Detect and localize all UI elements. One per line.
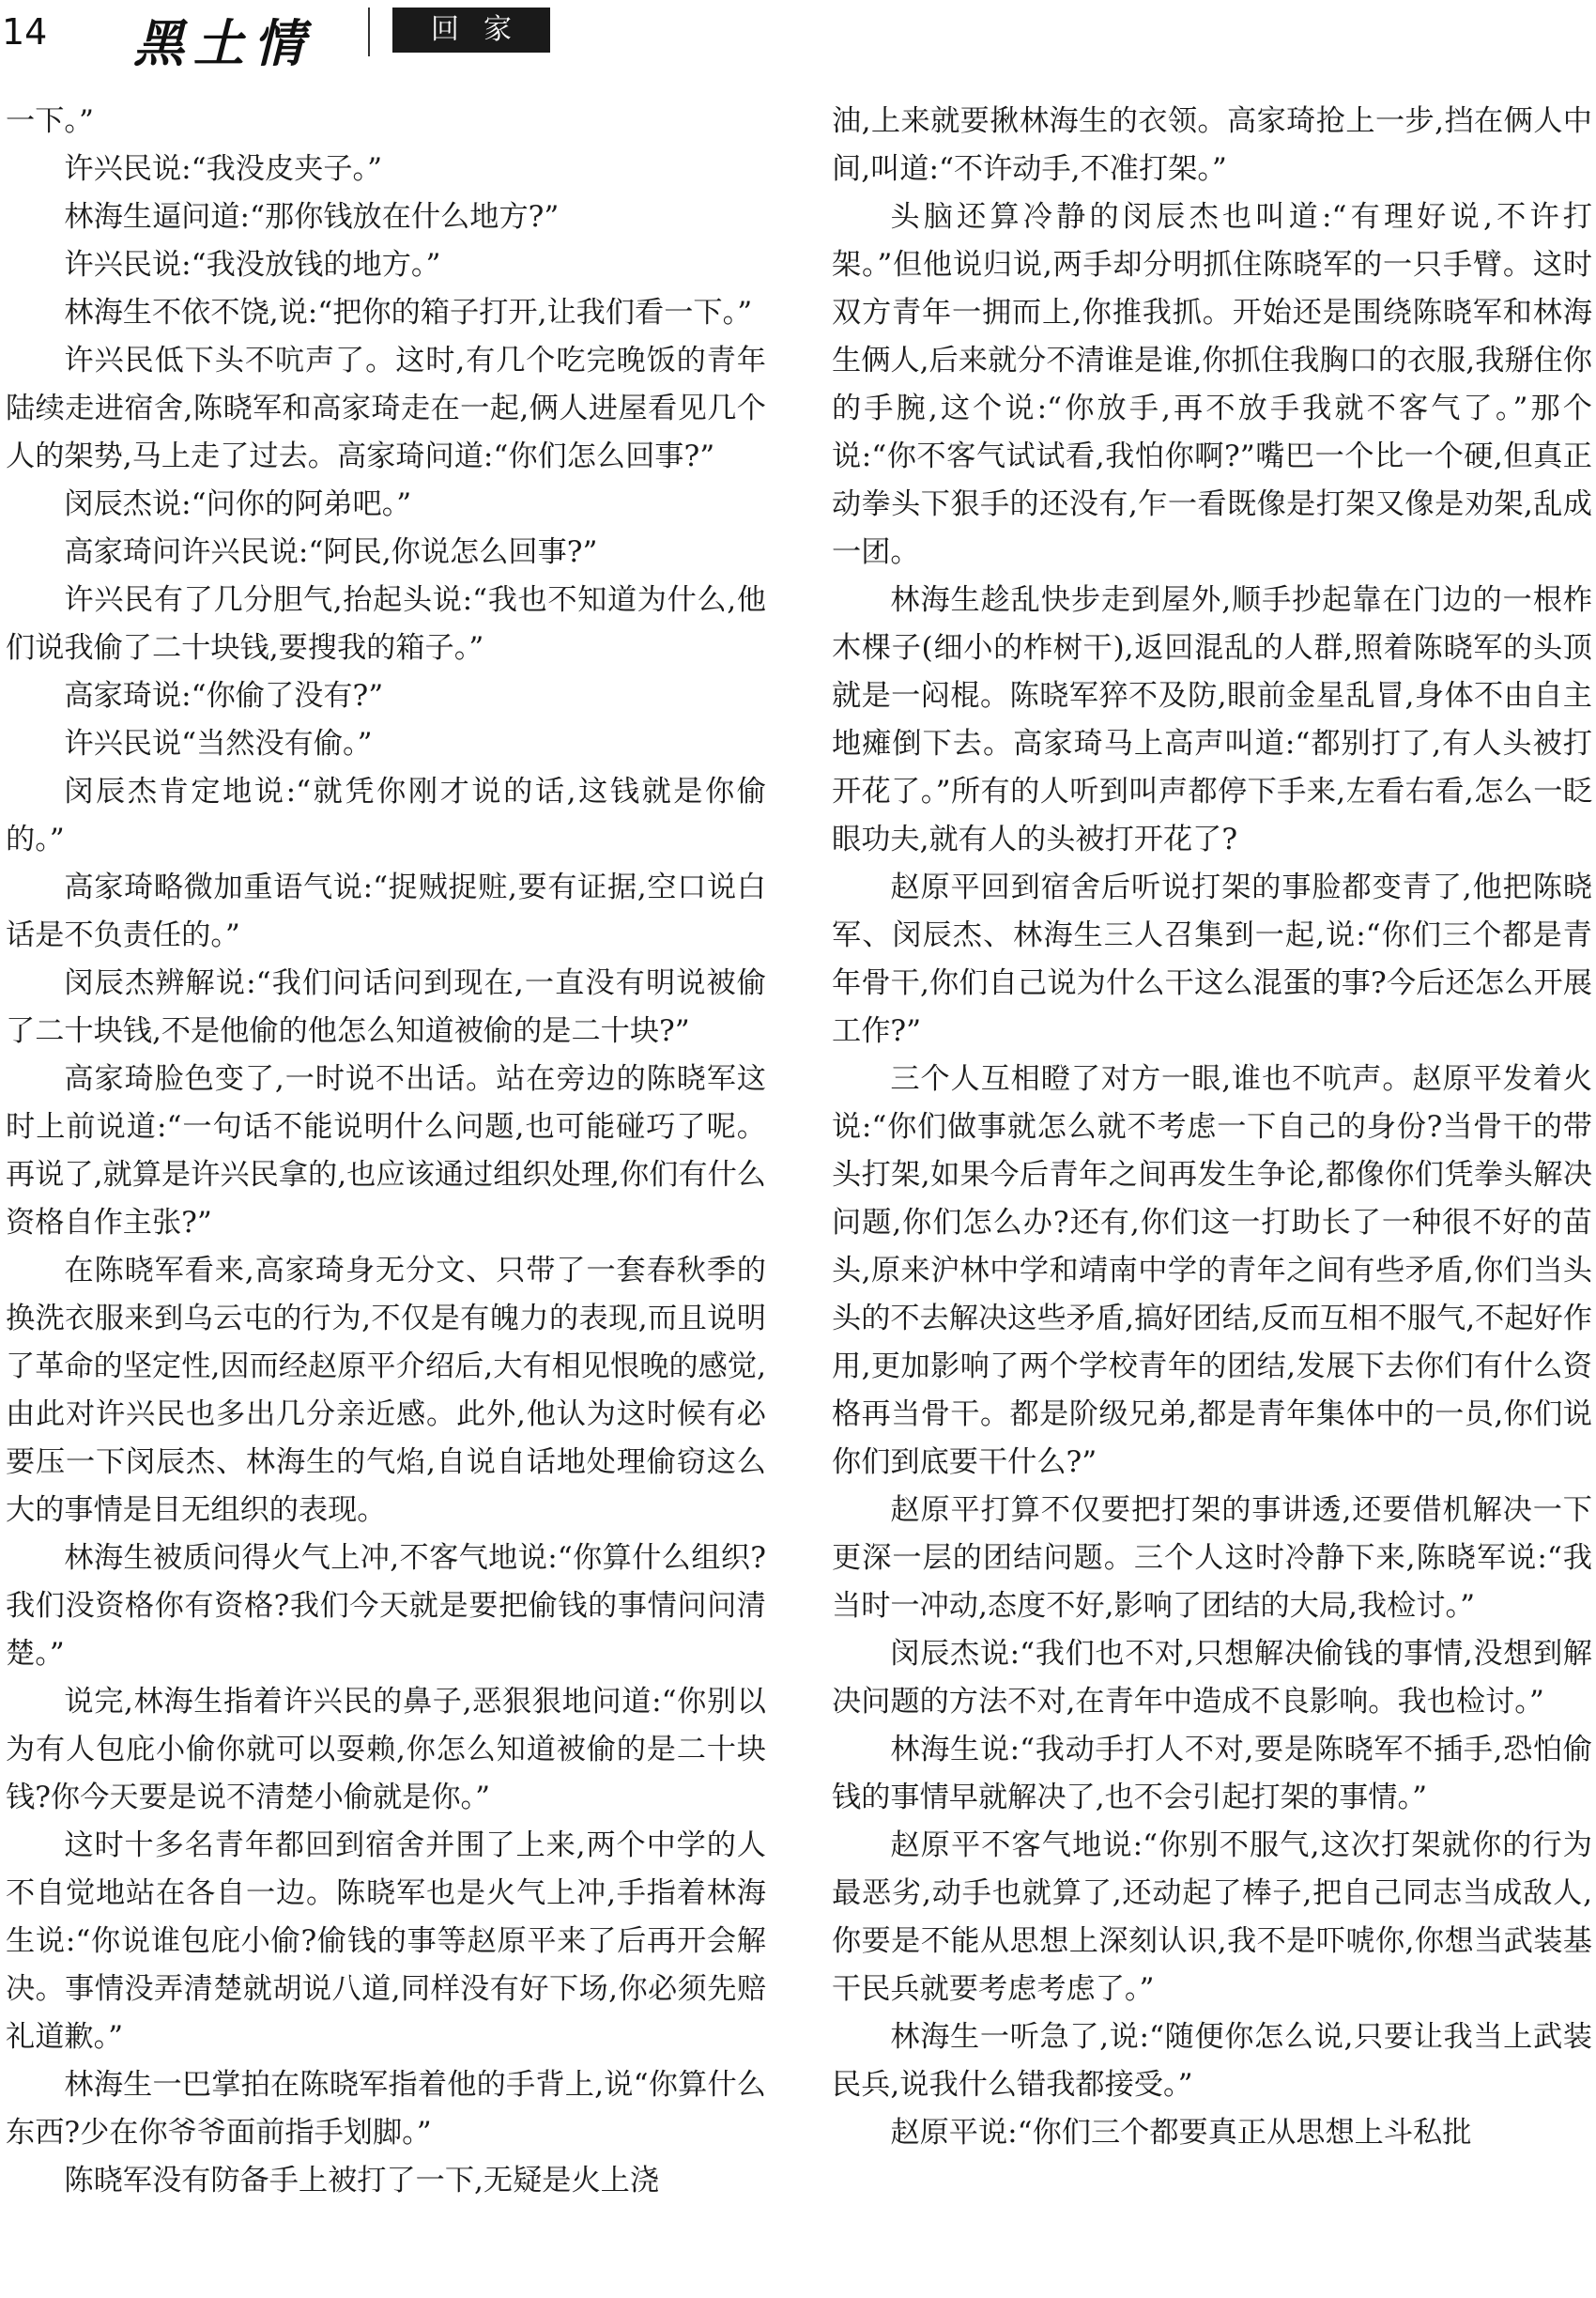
paragraph: 高家琦说:“你偷了没有?” (64, 679, 384, 713)
paragraph: 赵原平回到宿舍后听说打架的事脸都变青了,他把陈晓军、闵辰杰、林海生三人召集到一起,说:“你们三个都是青年骨干,你们自己说为什么干这么混蛋的事?今后还怎么开展工作?” (832, 871, 1592, 1048)
paragraph: 头脑还算冷静的闵辰杰也叫道:“有理好说,不许打架。”但他说归说,两手却分明抓住陈晓军的一只手臂。这时双方青年一拥而上,你推我抓。开始还是围绕陈晓军和林海生俩人,后来就分不清谁是谁,你抓住我胸口的衣服,我掰住你的手腕,这个说:“你放手,再不放手我就不客气了。”那个说:“你不客气试试看,我怕你啊?”嘴巴一个比一个硬,但真正动拳头下狠手的还没有,乍一看既像是打架又像是劝架,乱成一团。 (832, 200, 1592, 569)
paragraph: 高家琦略微加重语气说:“捉贼捉赃,要有证据,空口说白话是不负责任的。” (6, 871, 766, 952)
paragraph: 赵原平说:“你们三个都要真正从思想上斗私批 (890, 2116, 1472, 2150)
magazine-title: 黑土情 (133, 13, 314, 73)
paragraph: 赵原平不客气地说:“你别不服气,这次打架就你的行为最恶劣,动手也就算了,还动起了棒子,把自己同志当成敌人,你要是不能从思想上深刻认识,我不是吓唬你,你想当武装基干民兵就要考虑考虑了。” (832, 1828, 1592, 2006)
paragraph: 高家琦脸色变了,一时说不出话。站在旁边的陈晓军这时上前说道:“一句话不能说明什么问题,也可能碰巧了呢。再说了,就算是许兴民拿的,也应该通过组织处理,你们有什么资格自作主张?” (6, 1062, 766, 1240)
paragraph: 在陈晓军看来,高家琦身无分文、只带了一套春秋季的换洗衣服来到乌云屯的行为,不仅是有魄力的表现,而且说明了革命的坚定性,因而经赵原平介绍后,大有相见恨晚的感觉,由此对许兴民也多出几分亲近感。此外,他认为这时候有必要压一下闵辰杰、林海生的气焰,自说自话地处理偷窃这么大的事情是目无组织的表现。 (6, 1254, 766, 1527)
paragraph: 闵辰杰辨解说:“我们问话问到现在,一直没有明说被偷了二十块钱,不是他偷的他怎么知道被偷的是二十块?” (6, 966, 766, 1048)
left-text-column (6, 98, 766, 2205)
paragraph: 林海生说:“我动手打人不对,要是陈晓军不插手,恐怕偷钱的事情早就解决了,也不会引起打架的事情。” (832, 1733, 1592, 1814)
paragraph: 闵辰杰说:“问你的阿弟吧。” (64, 487, 412, 521)
paragraph: 许兴民有了几分胆气,抬起头说:“我也不知道为什么,他们说我偷了二十块钱,要搜我的箱子。” (6, 583, 766, 665)
paragraph: 林海生不依不饶,说:“把你的箱子打开,让我们看一下。” (64, 296, 753, 330)
paragraph: 一下。” (6, 104, 94, 138)
paragraph: 高家琦问许兴民说:“阿民,你说怎么回事?” (64, 535, 598, 569)
paragraph: 陈晓军没有防备手上被打了一下,无疑是火上浇 (64, 2164, 660, 2198)
header-divider (368, 8, 370, 56)
paragraph: 林海生逼问道:“那你钱放在什么地方?” (64, 200, 560, 234)
paragraph: 说完,林海生指着许兴民的鼻子,恶狠狠地问道:“你别以为有人包庇小偷你就可以耍赖,你怎么知道被偷的是二十块钱?你今天要是说不清楚小偷就是你。” (6, 1685, 766, 1814)
paragraph: 赵原平打算不仅要把打架的事讲透,还要借机解决一下更深一层的团结问题。三个人这时冷静下来,陈晓军说:“我当时一冲动,态度不好,影响了团结的大局,我检讨。” (832, 1493, 1592, 1623)
paragraph: 闵辰杰说:“我们也不对,只想解决偷钱的事情,没想到解决问题的方法不对,在青年中造成不良影响。我也检讨。” (832, 1637, 1592, 1719)
paragraph: 林海生趁乱快步走到屋外,顺手抄起靠在门边的一根柞木棵子(细小的柞树干),返回混乱的人群,照着陈晓军的头顶就是一闷棍。陈晓军猝不及防,眼前金星乱冒,身体不由自主地瘫倒下去。高家琦马上高声叫道:“都别打了,有人头被打开花了。”所有的人听到叫声都停下手来,左看右看,怎么一眨眼功夫,就有人的头被打开花了? (832, 583, 1593, 856)
paragraph: 林海生一巴掌拍在陈晓军指着他的手背上,说“你算什么东西?少在你爷爷面前指手划脚。” (6, 2068, 766, 2150)
paragraph: 林海生被质问得火气上冲,不客气地说:“你算什么组织?我们没资格你有资格?我们今天就是要把偷钱的事情问问清楚。” (6, 1541, 766, 1671)
paragraph: 许兴民说:“我没皮夹子。” (64, 152, 383, 186)
paragraph: 三个人互相瞪了对方一眼,谁也不吭声。赵原平发着火说:“你们做事就怎么就不考虑一下自己的身份?当骨干的带头打架,如果今后青年之间再发生争论,都像你们凭拳头解决问题,你们怎么办?还有,你们这一打助长了一种很不好的苗头,原来沪林中学和靖南中学的青年之间有些矛盾,你们当头头的不去解决这些矛盾,搞好团结,反而互相不服气,不起好作用,更加影响了两个学校青年的团结,发展下去你们有什么资格再当骨干。都是阶级兄弟,都是青年集体中的一员,你们说你们到底要干什么?” (832, 1062, 1592, 1479)
paragraph: 许兴民说“当然没有偷。” (64, 727, 373, 761)
paragraph: 许兴民说:“我没放钱的地方。” (64, 248, 441, 282)
right-text-column (832, 98, 1592, 2157)
paragraph: 许兴民低下头不吭声了。这时,有几个吃完晚饭的青年陆续走进宿舍,陈晓军和高家琦走在一起,俩人进屋看见几个人的架势,马上走了过去。高家琦问道:“你们怎么回事?” (6, 344, 766, 473)
page-header (0, 0, 1596, 73)
paragraph: 林海生一听急了,说:“随便你怎么说,只要让我当上武装民兵,说我什么错我都接受。” (832, 2020, 1592, 2102)
paragraph: 油,上来就要揪林海生的衣领。高家琦抢上一步,挡在俩人中间,叫道:“不许动手,不准打架。” (832, 104, 1592, 186)
paragraph: 这时十多名青年都回到宿舍并围了上来,两个中学的人不自觉地站在各自一边。陈晓军也是火气上冲,手指着林海生说:“你说谁包庇小偷?偷钱的事等赵原平来了后再开会解决。事情没弄清楚就胡说八道,同样没有好下场,你必须先赔礼道歉。” (6, 1828, 766, 2054)
paragraph: 闵辰杰肯定地说:“就凭你刚才说的话,这钱就是你偷的。” (6, 775, 766, 856)
section-label: 回家 (392, 8, 550, 53)
page-number: 14 (2, 11, 48, 53)
